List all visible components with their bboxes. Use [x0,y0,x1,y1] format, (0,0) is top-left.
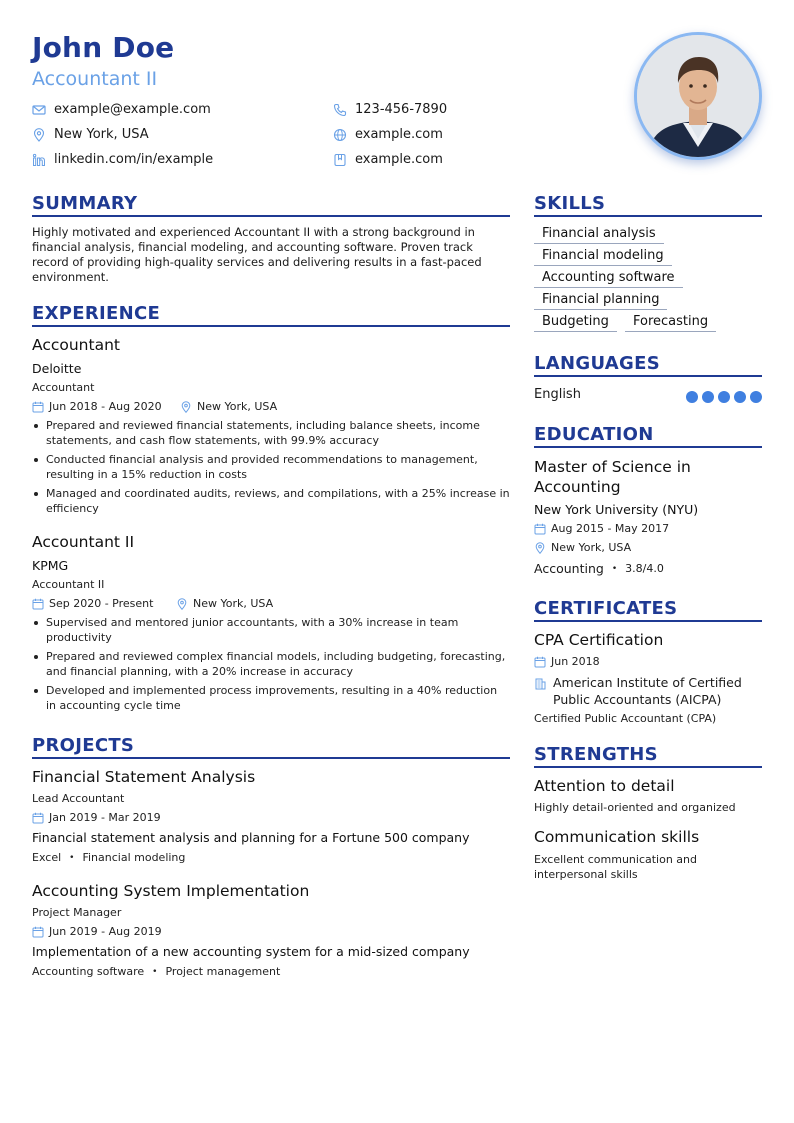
certificate-description: Certified Public Accountant (CPA) [534,712,717,725]
job-location [180,400,277,413]
language-name: English [534,387,581,402]
bookmark-icon [333,153,347,167]
language-level-dot [750,391,762,403]
contact-email[interactable] [32,102,211,117]
calendar-icon [32,598,44,610]
job-bullet: Prepared and reviewed complex financial models, including budgeting, forecasting, and financial planning, with a 20% increase in accuracy [32,649,510,679]
languages-heading: LANGUAGES [534,353,660,374]
contact-location [32,127,149,142]
location-icon [534,542,546,554]
profile-photo [634,32,762,160]
job-title: Accountant II [32,533,135,551]
job-dates-text: Jun 2018 - Aug 2020 [49,400,162,413]
project-dates-text: Jan 2019 - Mar 2019 [49,811,161,824]
calendar-icon [32,812,44,824]
candidate-name: John Doe [32,31,175,64]
contact-portfolio[interactable] [333,152,443,167]
job-bullet: Managed and coordinated audits, reviews, and compilations, with a 25% increase in efficiency [32,486,510,516]
skill-chip: Financial modeling [534,248,672,266]
contact-website-text: example.com [355,127,443,142]
languages-divider [534,375,762,377]
project-title: Financial Statement Analysis [32,768,256,786]
certificates-divider [534,620,762,622]
projects-divider [32,757,510,759]
education-heading: EDUCATION [534,424,654,445]
job-role: Accountant [32,381,95,394]
job-role: Accountant II [32,578,105,591]
job-bullet: Supervised and mentored junior accountants, with a 30% increase in team productivity [32,615,510,645]
education-degree: Master of Science in Accounting [534,458,691,496]
calendar-icon [32,401,44,413]
skill-chip: Financial planning [534,292,667,310]
education-location-text: New York, USA [551,541,632,554]
strength-description: Excellent communication and interpersonal skills [534,853,698,881]
field-separator: • [611,563,618,574]
summary-heading: SUMMARY [32,193,138,214]
education-location [534,541,631,554]
project-description: Implementation of a new accounting system for a mid-sized company [32,944,470,959]
certificate-issuer [534,674,758,708]
job-bullet: Developed and implemented process improvements, resulting in a 40% reduction in accounting cycle time [32,683,510,713]
project-role: Lead Accountant [32,792,125,805]
skill-chip: Forecasting [625,314,716,332]
job-company: Deloitte [32,361,82,376]
project-dates [32,925,162,938]
strengths-heading: STRENGTHS [534,744,658,765]
job-location [176,597,273,610]
skill-chip: Budgeting [534,314,617,332]
education-dates [534,522,669,535]
job-bullets [32,615,510,717]
summary-text: Highly motivated and experienced Accountant II with a strong background in financial analysis, financial modeling, and accounting software. Proven track record of providing high-quality services and delivering results in a fast-paced environment. [32,225,482,284]
job-dates-text: Sep 2020 - Present [49,597,154,610]
job-bullet: Conducted financial analysis and provided recommendations to management, resulting in a 15% reduction in costs [32,452,510,482]
candidate-title: Accountant II [32,68,158,90]
job-bullet: Prepared and reviewed financial statements, including balance sheets, income statements, and cash flow statements, with 99.9% accuracy [32,418,510,448]
job-dates [32,597,153,610]
contact-phone-text: 123-456-7890 [355,102,448,117]
language-level-dot [718,391,730,403]
calendar-icon [32,926,44,938]
location-icon [180,401,192,413]
education-field-row [534,561,664,576]
education-dates-text: Aug 2015 - May 2017 [551,522,670,535]
contact-phone[interactable] [333,102,447,117]
job-location-text: New York, USA [197,400,278,413]
language-level [686,391,762,403]
strength-title: Attention to detail [534,777,675,795]
email-icon [32,103,46,117]
strengths-divider [534,766,762,768]
language-level-dot [734,391,746,403]
location-icon [32,128,46,142]
education-divider [534,446,762,448]
building-icon [534,678,546,690]
certificate-date [534,655,600,668]
linkedin-icon [32,153,46,167]
experience-heading: EXPERIENCE [32,303,161,324]
job-title: Accountant [32,336,120,354]
project-role: Project Manager [32,906,122,919]
experience-divider [32,325,510,327]
education-field: Accounting [534,561,604,576]
job-bullets [32,418,510,520]
project-tags [32,965,280,978]
tag-separator: • [69,852,75,863]
contact-location-text: New York, USA [54,127,149,142]
skills-divider [534,215,762,217]
project-dates [32,811,161,824]
certificate-issuer-text: American Institute of Certified Public Accountants (AICPA) [553,675,742,707]
contact-portfolio-text: example.com [355,152,443,167]
skills-heading: SKILLS [534,193,606,214]
strength-description: Highly detail-oriented and organized [534,801,736,814]
job-company: KPMG [32,558,69,573]
job-dates [32,400,162,413]
phone-icon [333,103,347,117]
education-school: New York University (NYU) [534,502,699,517]
contact-email-text: example@example.com [54,102,211,117]
calendar-icon [534,656,546,668]
project-title: Accounting System Implementation [32,882,310,900]
strength-title: Communication skills [534,828,700,846]
summary-divider [32,215,510,217]
project-tag: Financial modeling [82,851,186,864]
certificate-title: CPA Certification [534,631,664,649]
location-icon [176,598,188,610]
skill-chip: Accounting software [534,270,683,288]
project-tag: Project management [165,965,281,978]
globe-icon [333,128,347,142]
skill-chip: Financial analysis [534,226,664,244]
tag-separator: • [152,966,158,977]
contact-linkedin-text: linkedin.com/in/example [54,152,214,167]
language-level-dot [686,391,698,403]
certificate-date-text: Jun 2018 [551,655,600,668]
projects-heading: PROJECTS [32,735,135,756]
language-level-dot [702,391,714,403]
project-dates-text: Jun 2019 - Aug 2019 [49,925,162,938]
project-tags [32,851,185,864]
calendar-icon [534,523,546,535]
certificates-heading: CERTIFICATES [534,598,678,619]
job-location-text: New York, USA [193,597,274,610]
project-description: Financial statement analysis and planning for a Fortune 500 company [32,830,470,845]
project-tag: Accounting software [32,965,145,978]
contact-website[interactable] [333,127,443,142]
education-gpa: 3.8/4.0 [625,562,664,575]
project-tag: Excel [32,851,62,864]
contact-linkedin[interactable] [32,152,213,167]
